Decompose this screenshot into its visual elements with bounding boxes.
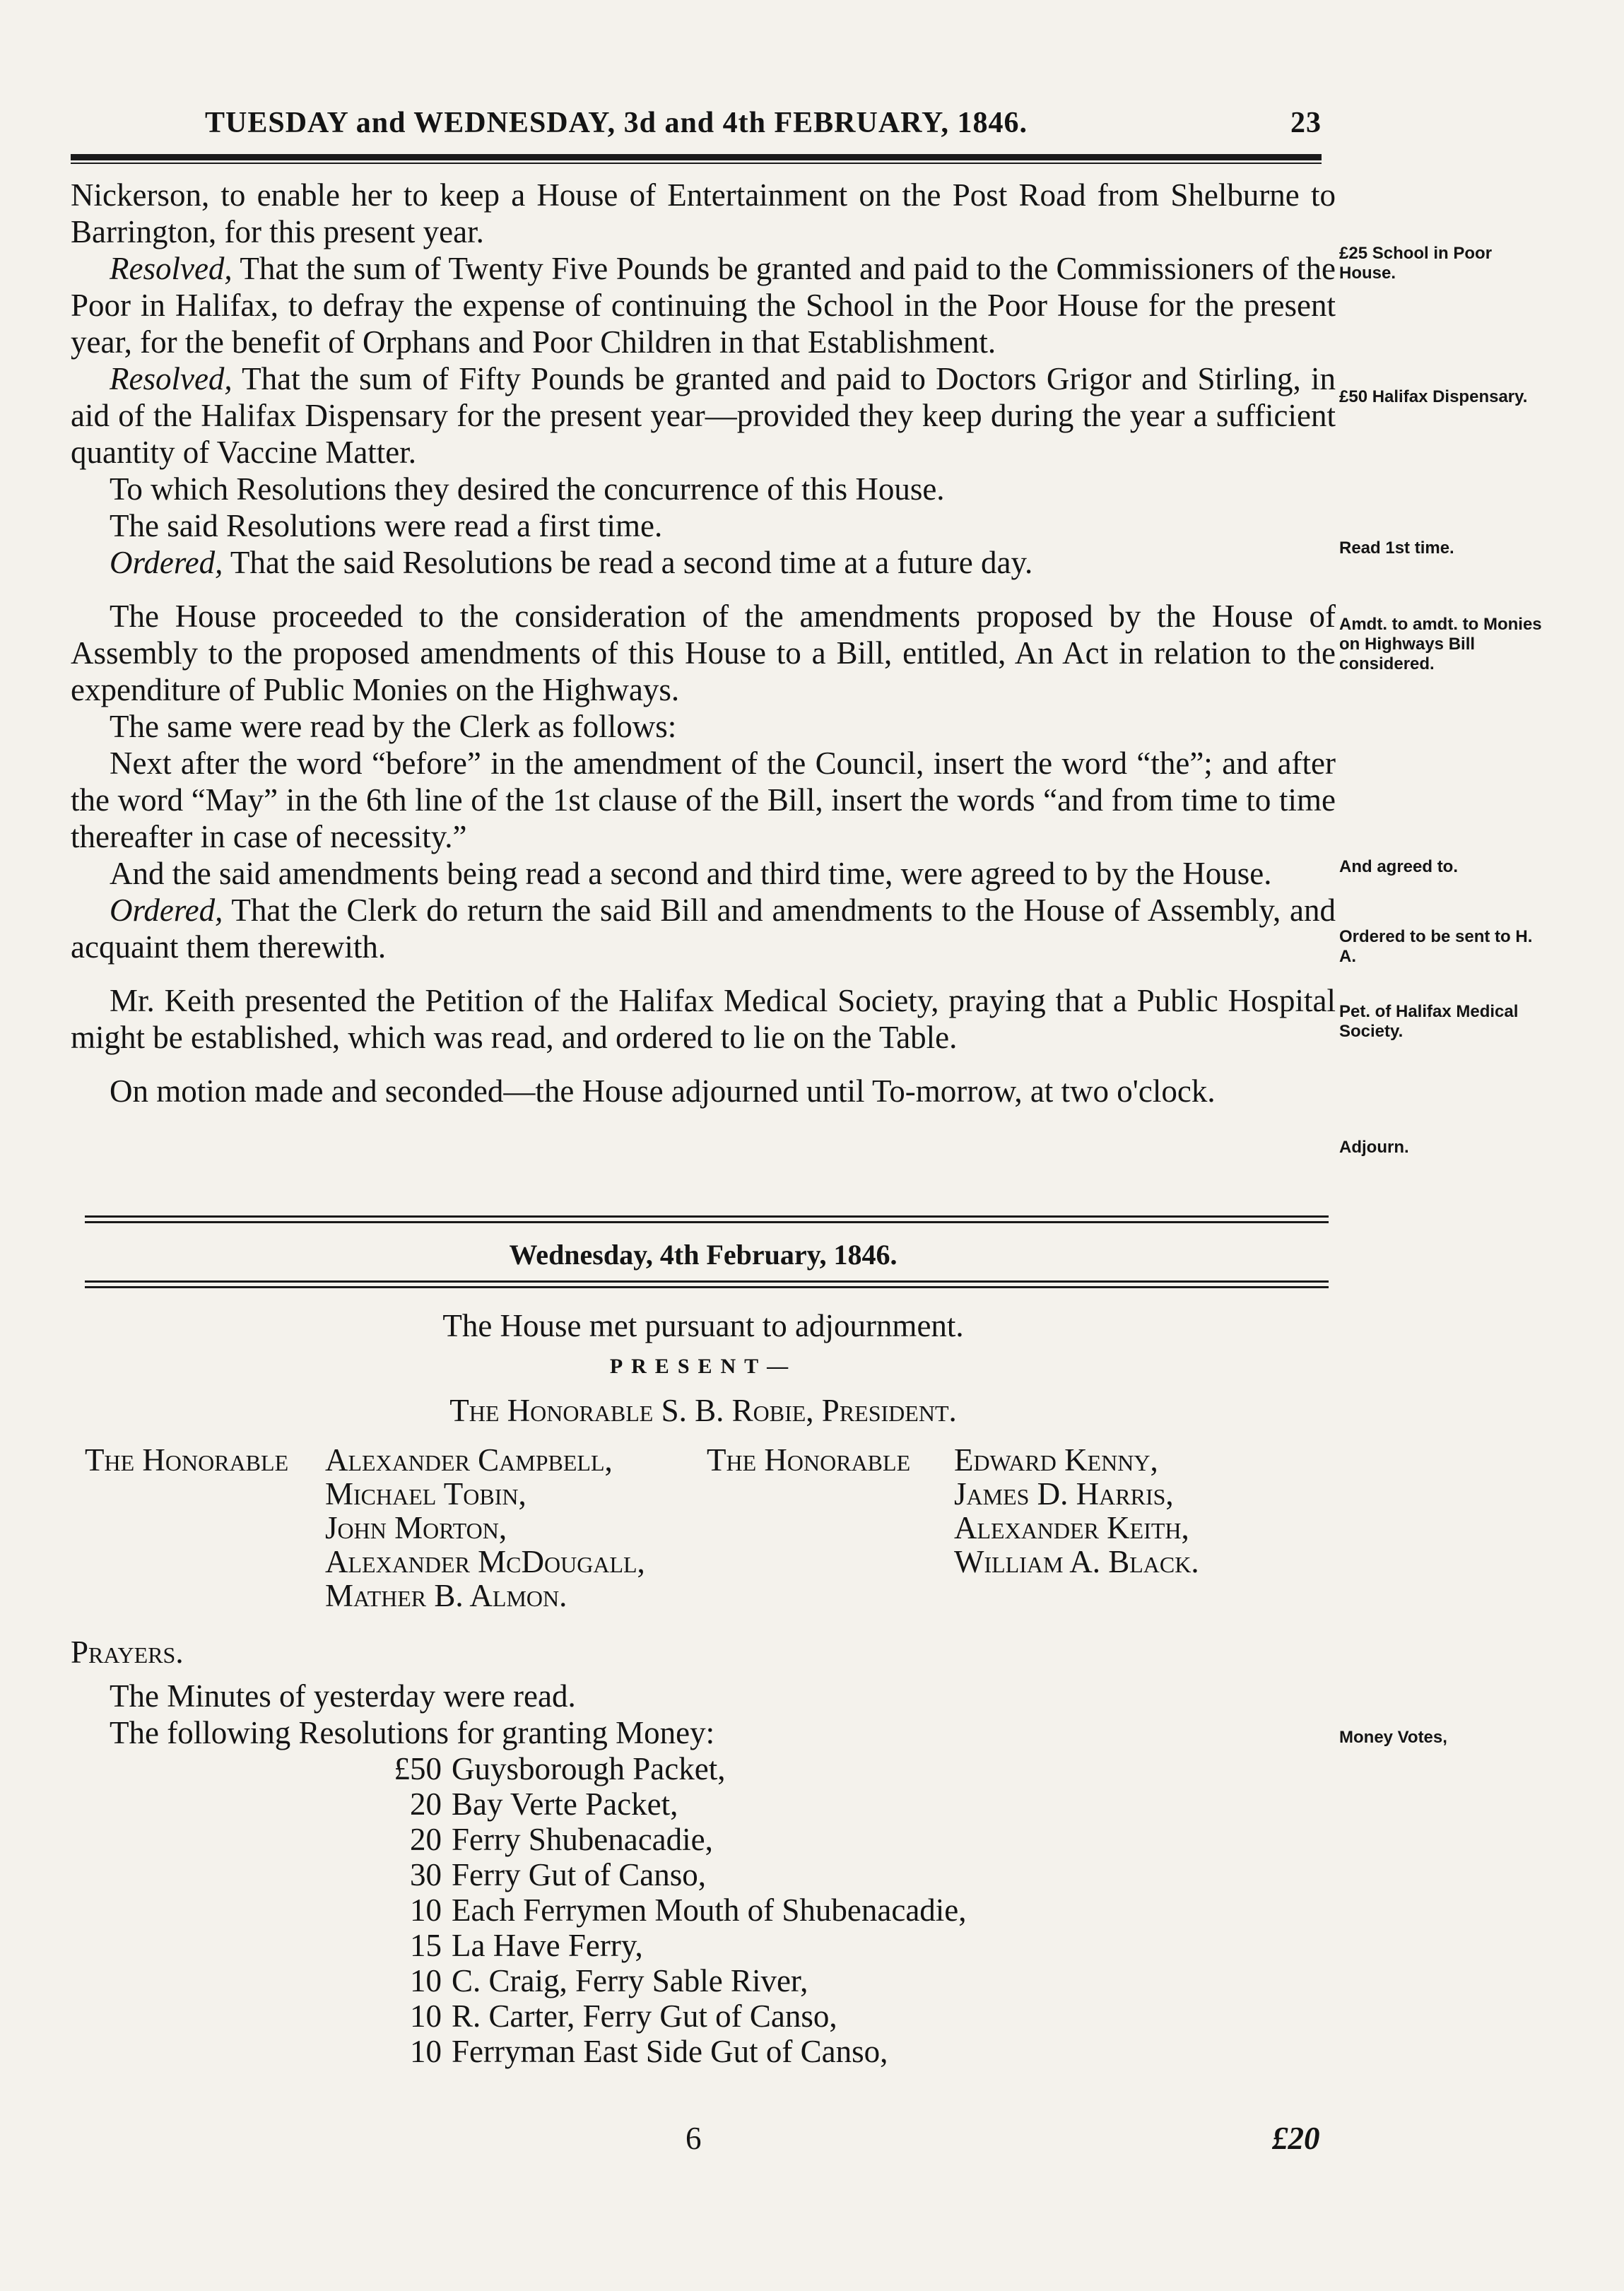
member-name: Mather B. Almon. <box>325 1578 567 1613</box>
member-name: John Morton, <box>325 1510 507 1545</box>
margin-note-read-first: Read 1st time. <box>1339 538 1454 558</box>
margin-note-school: £25 School in Poor House. <box>1339 244 1493 283</box>
ordered-label: Ordered, <box>110 545 223 580</box>
honorables-left-column <box>325 1443 645 1613</box>
paragraph-agreed: And the said amendments being read a second and third time, were agreed to by the House. <box>110 856 1272 891</box>
met-line: The House met pursuant to adjournment. <box>442 1308 964 1343</box>
margin-note-money-votes: Money Votes, <box>1339 1728 1447 1747</box>
running-title: TUESDAY and WEDNESDAY, 3d and 4th FEBRUARY, 1846. <box>205 107 1028 139</box>
ordered-label: Ordered, <box>110 893 223 928</box>
president-line: The Honorable S. B. Robie, President. <box>449 1393 957 1428</box>
money-item: £50 Guysborough Packet, <box>394 1751 726 1786</box>
paragraph-nickerson: Nickerson, to enable her to keep a House of Entertainment on the Post Road from Shelburne to Barrington, for this present year. <box>71 177 1336 249</box>
paragraph-amendment-text: Next after the word “before” in the amendment of the Council, insert the word “the”; and after the word “May” in the 6th line of the 1st clause of the Bill, insert the words “and from time to time thereafter in case of necessity.” <box>71 746 1336 854</box>
proceedings-feb-4 <box>71 1307 1336 2069</box>
resolved-label: Resolved, <box>110 251 233 286</box>
margin-note-amendments: Amdt. to amdt. to Monies on Highways Bill considered. <box>1339 615 1542 673</box>
catchword-amount: £20 <box>1272 2121 1320 2156</box>
order-return-bill: Ordered, That the Clerk do return the said Bill and amendments to the House of Assembly, and acquaint them therewith. <box>71 893 1336 965</box>
section-rule-bottom <box>85 1280 1329 1288</box>
honorables-right-column <box>954 1443 1199 1579</box>
money-item: 10 C. Craig, Ferry Sable River, <box>410 1963 808 1998</box>
member-name: Edward Kenny, <box>954 1442 1158 1478</box>
paragraph-amendments: The House proceeded to the consideration of the amendments proposed by the House of Assembly to the proposed amendments of this House to a Bill, entitled, An Act in relation to the expenditure of Public Monies on the Highways. <box>71 599 1336 707</box>
paragraph-adjourn: On motion made and seconded—the House adjourned until To-morrow, at two o'clock. <box>110 1073 1216 1109</box>
resolutions-intro: The following Resolutions for granting Money: <box>110 1715 715 1750</box>
journal-body <box>71 177 1336 1109</box>
money-item: 20 Ferry Shubenacadie, <box>410 1822 713 1857</box>
resolution-school: Resolved, That the sum of Twenty Five Pounds be granted and paid to the Commissioners of the Poor in Halifax, to defray the expense of continuing the School in the Poor House for the present year, for the benefit of Orphans and Poor Children in that Establishment. <box>71 251 1336 360</box>
honorables-prefix-left: The Honorable <box>85 1442 289 1478</box>
resolved-label: Resolved, <box>110 361 233 396</box>
paragraph-read-by-clerk: The same were read by the Clerk as follows: <box>110 709 677 744</box>
member-name: William A. Black. <box>954 1544 1199 1579</box>
member-name: Alexander McDougall, <box>325 1544 645 1579</box>
money-item: 10 R. Carter, Ferry Gut of Canso, <box>410 1998 837 2034</box>
page-number: 23 <box>1290 107 1322 139</box>
money-votes-list <box>367 1751 1336 2069</box>
order-second-reading: Ordered, That the said Resolutions be read a second time at a future day. <box>110 545 1033 580</box>
paragraph-petition: Mr. Keith presented the Petition of the Halifax Medical Society, praying that a Public Hospital might be established, which was read, and ordered to lie on the Table. <box>71 983 1336 1055</box>
prayers-line: Prayers. <box>71 1635 184 1670</box>
paragraph-concurrence: To which Resolutions they desired the concurrence of this House. <box>110 471 945 507</box>
signature-mark: 6 <box>686 2121 702 2156</box>
money-item: 10 Ferryman East Side Gut of Canso, <box>410 2034 888 2069</box>
section-heading: Wednesday, 4th February, 1846. <box>509 1239 898 1271</box>
section-rule-top <box>85 1215 1329 1223</box>
margin-note-adjourn: Adjourn. <box>1339 1138 1409 1157</box>
member-name: Michael Tobin, <box>325 1476 526 1512</box>
margin-note-dispensary: £50 Halifax Dispensary. <box>1339 387 1528 406</box>
resolution-dispensary: Resolved, That the sum of Fifty Pounds be granted and paid to Doctors Grigor and Stirling, in aid of the Halifax Dispensary for the present year—provided they keep during the year a sufficient quantity of Vaccine Matter. <box>71 361 1336 470</box>
money-item: 10 Each Ferrymen Mouth of Shubenacadie, <box>410 1892 967 1928</box>
paragraph-read-first: The said Resolutions were read a first time. <box>110 508 663 543</box>
member-name: James D. Harris, <box>954 1476 1174 1512</box>
page-header <box>205 106 1322 148</box>
margin-note-ordered-sent: Ordered to be sent to H. A. <box>1339 927 1533 966</box>
money-item: 15 La Have Ferry, <box>410 1928 643 1963</box>
money-item: 30 Ferry Gut of Canso, <box>410 1857 706 1892</box>
member-name: Alexander Campbell, <box>325 1442 613 1478</box>
money-item: 20 Bay Verte Packet, <box>410 1786 678 1822</box>
present-label: PRESENT— <box>609 1355 797 1378</box>
header-rule <box>71 154 1322 164</box>
honorables-prefix-right: The Honorable <box>707 1442 911 1478</box>
minutes-line: The Minutes of yesterday were read. <box>110 1678 576 1714</box>
margin-note-petition: Pet. of Halifax Medical Society. <box>1339 1002 1519 1041</box>
member-name: Alexander Keith, <box>954 1510 1189 1545</box>
honorables-list <box>71 1442 1336 1613</box>
margin-note-agreed: And agreed to. <box>1339 857 1459 876</box>
